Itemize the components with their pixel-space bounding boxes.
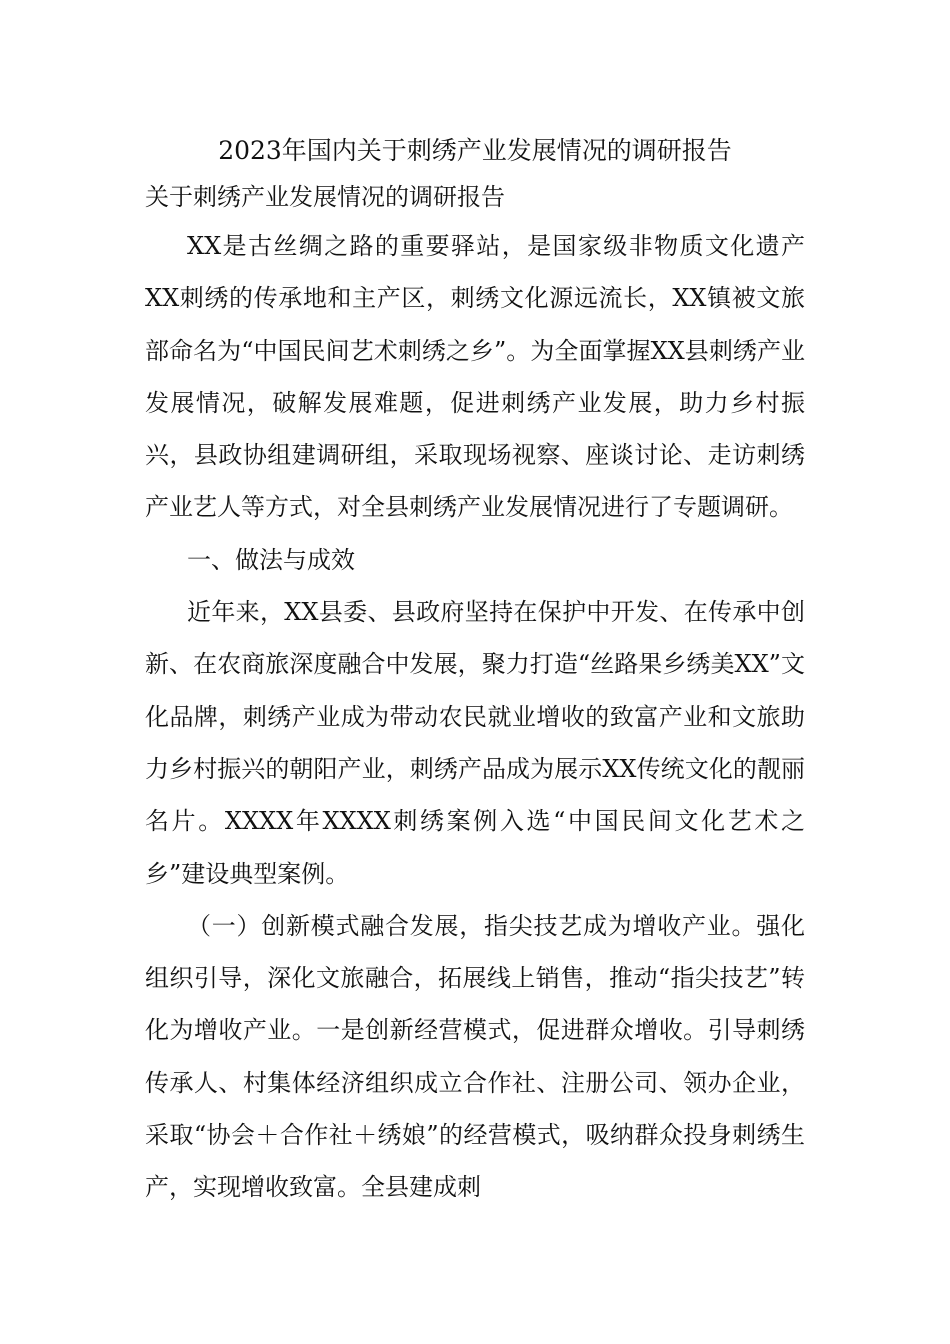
paragraph-innovation: （一）创新模式融合发展，指尖技艺成为增收产业。强化组织引导，深化文旅融合，拓展线上销售，推动“指尖技艺”转化为增收产业。一是创新经营模式，促进群众增收。引导刺绣传承人、村集体经济组织成立合作社、注册公司、领办企业，采取“协会＋合作社＋绣娘”的经营模式，吸纳群众投身刺绣生产，实现增收致富。全县建成刺	[145, 911, 805, 1202]
document-subtitle: 关于刺绣产业发展情况的调研报告	[145, 183, 505, 211]
document-body	[145, 128, 805, 1214]
section-heading-1: 一、做法与成效	[187, 545, 355, 574]
document-title: 2023年国内关于刺绣产业发展情况的调研报告	[218, 136, 732, 165]
paragraph-intro: XX是古丝绸之路的重要驿站，是国家级非物质文化遗产XX刺绣的传承地和主产区，刺绣文化源远流长，XX镇被文旅部命名为“中国民间艺术刺绣之乡”。为全面掌握XX县刺绣产业发展情况，破解发展难题，促进刺绣产业发展，助力乡村振兴，县政协组建调研组，采取现场视察、座谈讨论、走访刺绣产业艺人等方式，对全县刺绣产业发展情况进行了专题调研。	[145, 232, 805, 522]
paragraph-achievements: 近年来，XX县委、县政府坚持在保护中开发、在传承中创新、在农商旅深度融合中发展，聚力打造“丝路果乡绣美XX”文化品牌，刺绣产业成为带动农民就业增收的致富产业和文旅助力乡村振兴的朝阳产业，刺绣产品成为展示XX传统文化的靓丽名片。XXXX年XXXX刺绣案例入选“中国民间文化艺术之乡”建设典型案例。	[145, 598, 805, 888]
